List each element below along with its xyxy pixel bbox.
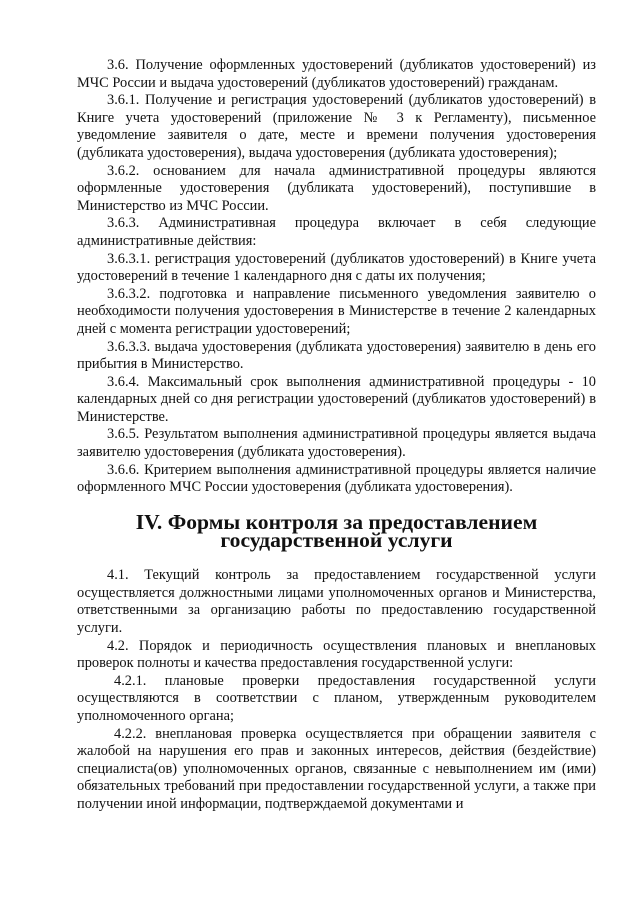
document-body [77, 57, 596, 814]
paragraph-3-6-5: 3.6.5. Результатом выполнения административной процедуры является выдача заявителю удостоверения (дубликата удостоверения). [77, 426, 596, 461]
paragraph-3-6-2: 3.6.2. основанием для начала административной процедуры являются оформленные удостоверения (дубликата удостоверений), поступившие в Министерство из МЧС России. [77, 162, 596, 214]
paragraph-3-6-3-2: 3.6.3.2. подготовка и направление письменного уведомления заявителю о необходимости получения удостоверения в Министерстве в течение 2 календарных дней с момента регистрации удостоверений; [77, 285, 596, 337]
paragraph-3-6-1: 3.6.1. Получение и регистрация удостоверений (дубликатов удостоверений) в Книге учета удостоверений (приложение № 3 к Регламенту), письменное уведомление заявителя о дате, месте и времени получения удостоверения (дубликата удостоверения), выдача удостоверения (дубликата удостоверения); [77, 92, 596, 161]
paragraph-4-1: 4.1. Текущий контроль за предоставлением государственной услуги осуществляется должностными лицами уполномоченных органов и Министерства, ответственными за организацию работы по предоставлению государственной услуги. [77, 567, 596, 636]
section-heading-line-2: государственной услуги [220, 528, 453, 553]
paragraph-3-6-3-3: 3.6.3.3. выдача удостоверения (дубликата удостоверения) заявителю в день его прибытия в Министерство. [77, 338, 596, 373]
paragraph-3-6-3: 3.6.3. Административная процедура включает в себя следующие административные действия: [77, 215, 596, 249]
spacer [77, 550, 596, 568]
paragraph-4-2: 4.2. Порядок и периодичность осуществления плановых и внеплановых проверок полноты и качества предоставления государственной услуги: [77, 637, 596, 672]
paragraph-3-6-4: 3.6.4. Максимальный срок выполнения административной процедуры - 10 календарных дней со дня регистрации удостоверений (дубликатов удостоверений) в Министерстве. [77, 373, 596, 425]
paragraph-4-2-2: 4.2.2. внеплановая проверка осуществляется при обращении заявителя с жалобой на нарушения его прав и законных интересов, действия (бездействие) специалиста(ов) уполномоченных органов, связанные с невыполнением им (ими) обязательных требований при предоставлении государственной услуги, а также при получении иной информации, подтверждаемой документами и [77, 725, 596, 812]
paragraph-3-6: 3.6. Получение оформленных удостоверений (дубликатов удостоверений) из МЧС России и выдача удостоверений (дубликатов удостоверений) гражданам. [77, 57, 596, 91]
paragraph-3-6-3-1: 3.6.3.1. регистрация удостоверений (дубликатов удостоверений) в Книге учета удостоверений в течение 1 календарного дня с даты их получения; [77, 250, 596, 285]
section-heading-line-1: IV. Формы контроля за предоставлением [135, 510, 538, 535]
paragraph-3-6-6: 3.6.6. Критерием выполнения административной процедуры является наличие оформленного МЧС России удостоверения (дубликата удостоверения). [77, 461, 596, 496]
paragraph-4-2-1: 4.2.1. плановые проверки предоставления государственной услуги осуществляются в соответствии с планом, утвержденным руководителем уполномоченного органа; [77, 672, 596, 724]
section-heading [77, 510, 596, 553]
